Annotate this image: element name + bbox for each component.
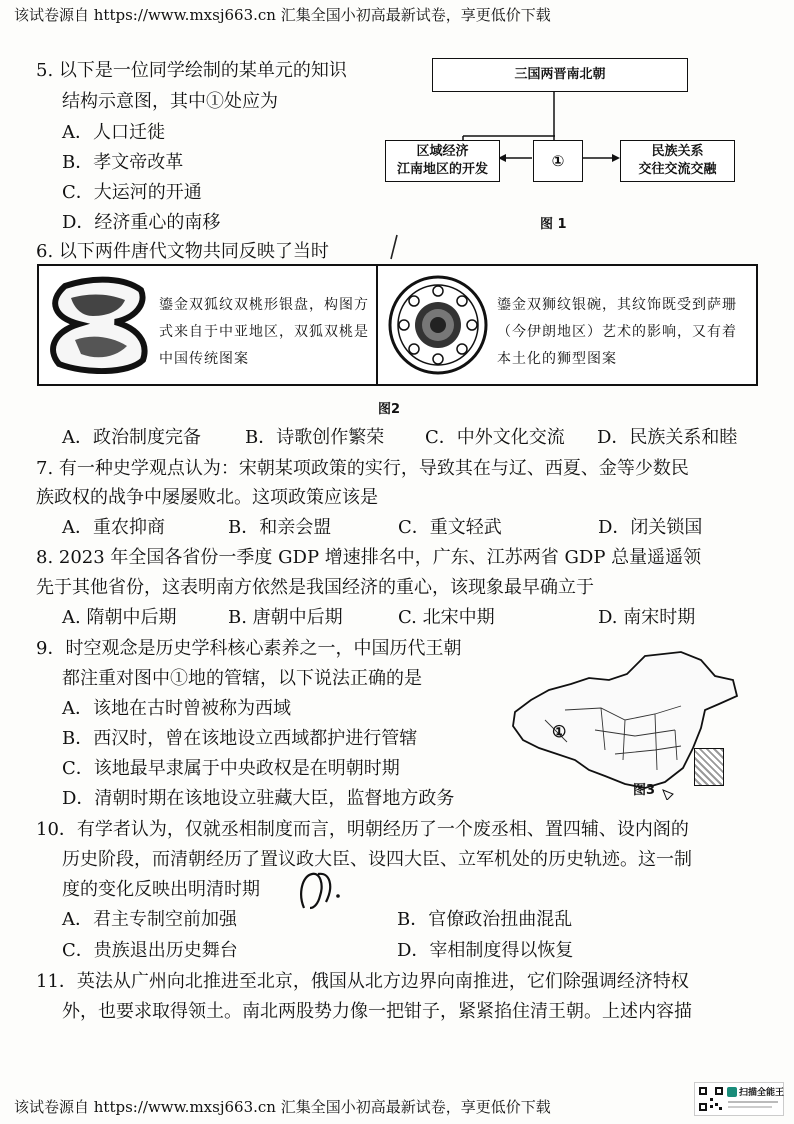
q5-option-d[interactable]: D．经济重心的南移 bbox=[62, 212, 221, 233]
silver-bowl-icon bbox=[385, 274, 491, 376]
q10-option-a[interactable]: A．君主专制空前加强 bbox=[62, 909, 237, 930]
q8-option-d[interactable]: D. 南宋时期 bbox=[598, 607, 696, 628]
page-footer: 该试卷源自 https://www.mxsj663.cn 汇集全国小初高最新试卷，享更低价下载 bbox=[14, 1098, 551, 1116]
q10-option-c[interactable]: C．贵族退出历史舞台 bbox=[62, 940, 238, 961]
q7-option-b[interactable]: B．和亲会盟 bbox=[228, 517, 332, 538]
south-china-sea-inset bbox=[694, 748, 724, 786]
left-artifact-description: 鎏金双狐纹双桃形银盘，构图方式来自于中亚地区，双狐双桃是中国传统图案 bbox=[159, 297, 369, 367]
scanner-label: 扫描全能王 bbox=[739, 1088, 785, 1098]
artifacts-figure bbox=[37, 264, 758, 386]
pen-mark-icon bbox=[388, 233, 408, 261]
q11-stem-line2: 外，也要求取得领土。南北两股势力像一把钳子，紧紧掐住清王朝。上述内容描 bbox=[62, 1001, 692, 1022]
diagram-right-line2: 交往交流交融 bbox=[638, 162, 717, 177]
q7-option-c[interactable]: C．重文轻武 bbox=[398, 517, 502, 538]
figure-divider bbox=[376, 266, 378, 384]
q10-option-d[interactable]: D．宰相制度得以恢复 bbox=[397, 940, 574, 961]
q6-option-b[interactable]: B．诗歌创作繁荣 bbox=[245, 427, 385, 448]
q5-stem-line1: 5. 以下是一位同学绘制的某单元的知识 bbox=[36, 60, 347, 81]
q6-option-a[interactable]: A．政治制度完备 bbox=[62, 427, 201, 448]
q5-option-b[interactable]: B．孝文帝改革 bbox=[62, 152, 184, 173]
qr-code-icon bbox=[698, 1086, 724, 1112]
page-header: 该试卷源自 https://www.mxsj663.cn 汇集全国小初高最新试卷，享更低价下载 bbox=[14, 6, 551, 24]
q8-option-c[interactable]: C. 北宋中期 bbox=[398, 607, 495, 628]
handwritten-answer-mark bbox=[294, 868, 346, 914]
diagram-right-line1: 民族关系 bbox=[651, 144, 704, 159]
q6-stem: 6. 以下两件唐代文物共同反映了当时 bbox=[36, 241, 329, 262]
diagram-left-line2: 江南地区的开发 bbox=[396, 162, 488, 177]
q11-stem-line1: 11．英法从广州向北推进至北京，俄国从北方边界向南推进，它们除强调经济特权 bbox=[36, 971, 689, 992]
q5-option-a[interactable]: A．人口迁徙 bbox=[62, 122, 165, 143]
q7-option-d[interactable]: D．闭关锁国 bbox=[598, 517, 703, 538]
q7-option-a[interactable]: A．重农抑商 bbox=[62, 517, 165, 538]
q9-option-a[interactable]: A．该地在古时曾被称为西域 bbox=[62, 698, 291, 719]
q10-option-b[interactable]: B．官僚政治扭曲混乱 bbox=[397, 909, 573, 930]
q10-stem-line2: 历史阶段，而清朝经历了置议政大臣、设四大臣、立军机处的历史轨迹。这一制 bbox=[62, 849, 692, 870]
silver-plate-icon bbox=[45, 276, 149, 374]
right-artifact-description: 鎏金双狮纹银碗，其纹饰既受到萨珊（今伊朗地区）艺术的影响，又有着本土化的狮型图案 bbox=[497, 297, 737, 367]
q5-stem-line2: 结构示意图，其中①处应为 bbox=[62, 91, 278, 112]
q9-stem-line2: 都注重对图中①地的管辖，以下说法正确的是 bbox=[62, 668, 422, 689]
map-marker-1: ① bbox=[552, 722, 567, 741]
diagram-left-box bbox=[385, 140, 500, 182]
q10-stem-line3: 度的变化反映出明清时期 bbox=[62, 879, 260, 900]
figure3-caption: 图3 bbox=[633, 783, 656, 798]
figure2-caption: 图2 bbox=[378, 402, 401, 417]
q5-option-c[interactable]: C．大运河的开通 bbox=[62, 182, 202, 203]
q10-stem-line1: 10．有学者认为，仅就丞相制度而言，明朝经历了一个废丞相、置四辅、设内阁的 bbox=[36, 819, 689, 840]
q8-stem-line1: 8. 2023 年全国各省份一季度 GDP 增速排名中，广东、江苏两省 GDP 总量遥遥领 bbox=[36, 547, 702, 568]
diagram-top-box: 三国两晋南北朝 bbox=[432, 58, 688, 92]
diagram-center-box: ① bbox=[533, 140, 583, 182]
scanner-badge bbox=[694, 1082, 784, 1116]
diagram-left-line1: 区域经济 bbox=[416, 144, 469, 159]
q6-option-d[interactable]: D．民族关系和睦 bbox=[597, 427, 738, 448]
figure1-caption: 图 1 bbox=[540, 217, 567, 232]
q8-option-a[interactable]: A. 隋朝中后期 bbox=[62, 607, 177, 628]
q8-option-b[interactable]: B. 唐朝中后期 bbox=[228, 607, 343, 628]
camscanner-logo-icon bbox=[727, 1087, 737, 1097]
q9-option-c[interactable]: C．该地最早隶属于中央政权是在明朝时期 bbox=[62, 758, 400, 779]
q7-stem-line1: 7. 有一种史学观点认为：宋朝某项政策的实行，导致其在与辽、西夏、金等少数民 bbox=[36, 458, 689, 479]
q8-stem-line2: 先于其他省份，这表明南方依然是我国经济的重心，该现象最早确立于 bbox=[36, 577, 594, 598]
q9-option-b[interactable]: B．西汉时，曾在该地设立西域都护进行管辖 bbox=[62, 728, 418, 749]
q7-stem-line2: 族政权的战争中屡屡败北。这项政策应该是 bbox=[36, 487, 378, 508]
scanner-subtext-line-2 bbox=[728, 1106, 772, 1108]
diagram-right-box bbox=[620, 140, 735, 182]
q9-stem-line1: 9．时空观念是历史学科核心素养之一，中国历代王朝 bbox=[36, 638, 462, 659]
q6-option-c[interactable]: C．中外文化交流 bbox=[425, 427, 565, 448]
q9-option-d[interactable]: D．清朝时期在该地设立驻藏大臣，监督地方政务 bbox=[62, 788, 455, 809]
scanner-subtext-line bbox=[728, 1101, 778, 1103]
